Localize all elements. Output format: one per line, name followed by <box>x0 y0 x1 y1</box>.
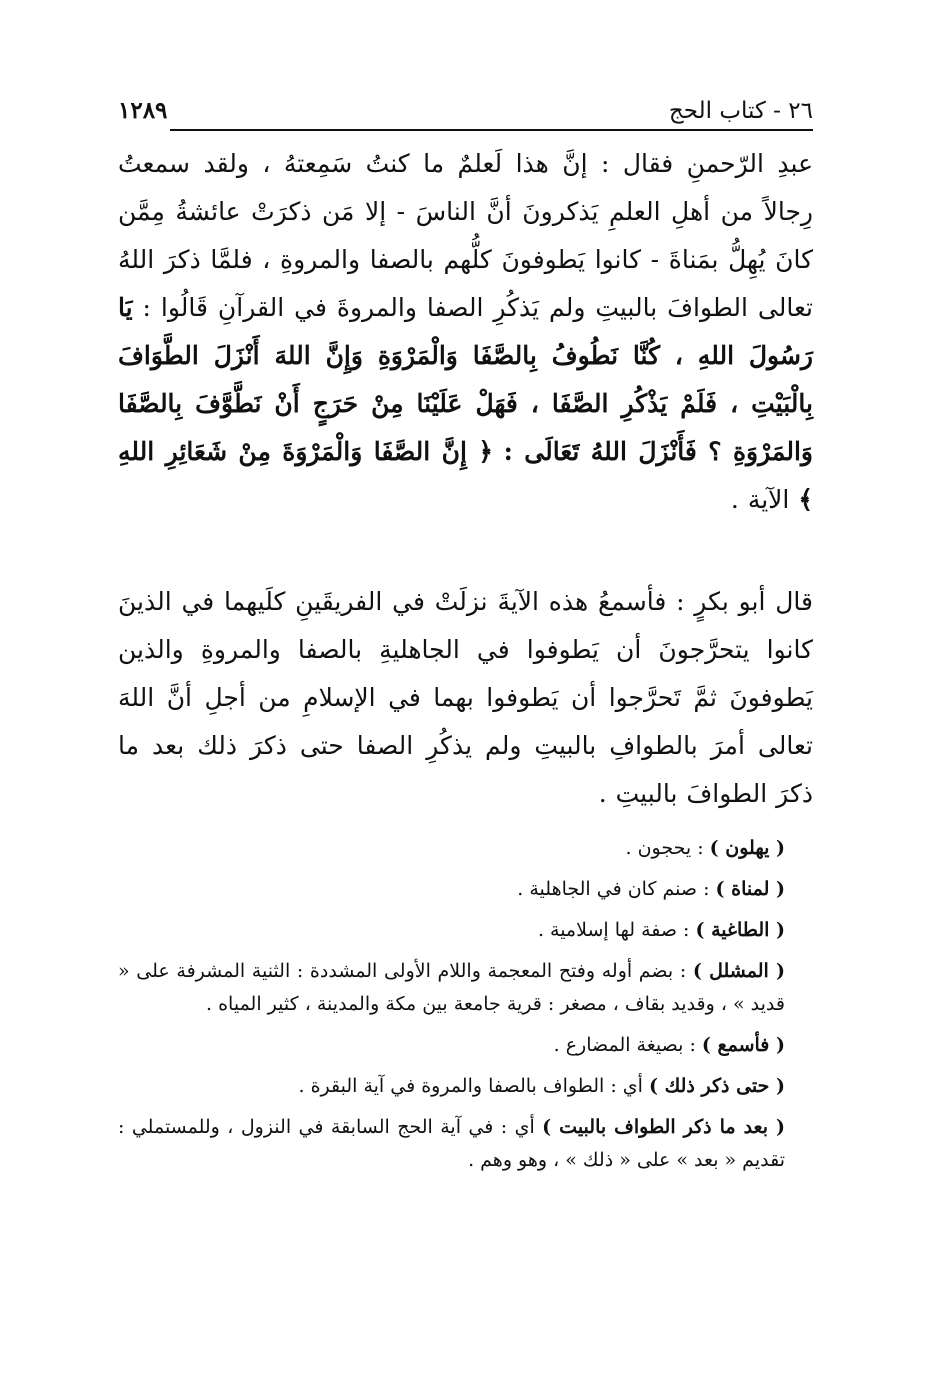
note-text: أي : الطواف بالصفا والمروة في آية البقرة . <box>298 1075 649 1097</box>
note-item <box>118 914 813 947</box>
note-text: : بصيغة المضارع . <box>553 1034 702 1056</box>
note-term: ( فأسمع ) <box>701 1034 785 1056</box>
note-item <box>118 873 813 906</box>
note-text: : صنم كان في الجاهلية . <box>517 878 716 900</box>
note-item <box>118 832 813 865</box>
note-term: ( لمناة ) <box>715 878 785 900</box>
paragraph-1 <box>118 140 813 524</box>
note-term: ( يهلون ) <box>709 837 785 859</box>
note-text: : صفة لها إسلامية . <box>537 919 696 941</box>
paragraph-1-end: الآية . <box>730 485 790 514</box>
note-term: ( الطاغية ) <box>695 919 785 941</box>
note-item <box>118 1070 813 1103</box>
page-number: ١٢٨٩ <box>118 97 168 124</box>
paragraph-1-intro: عبدِ الرّحمنِ فقال : إنَّ هذا لَعلمٌ ما كنتُ سَمِعتهُ ، ولقد سمعتُ رِجالاً من أهلِ العلمِ يَذكرونَ أنَّ الناسَ - إلا مَن ذكرَتْ عائشةُ مِمَّن كانَ يُهِلُّ بمَناةَ - كانوا يَطوفونَ كلُّهم بالصفا والمروةِ ، فلمَّا ذكرَ اللهُ تعالى الطوافَ بالبيتِ ولم يَذكُرِ الصفا والمروةَ في القرآنِ قَالُوا : <box>118 149 813 322</box>
note-text: أي : في آية الحج السابقة في النزول ، وللمستملي : تقديم « بعد » على « ذلك » ، وهو وهم . <box>118 1116 785 1171</box>
note-text: : يحجون . <box>625 837 710 859</box>
header-rule <box>170 129 813 131</box>
main-text-block-1 <box>118 140 813 524</box>
quran-verse: ﴿ إِنَّ الصَّفَا وَالْمَرْوَةَ مِنْ شَعَائِرِ اللهِ ﴾ <box>118 437 813 514</box>
note-item <box>118 955 813 1021</box>
note-term: ( حتى ذكر ذلك ) <box>648 1075 785 1097</box>
footnotes <box>118 832 813 1185</box>
main-text-block-2 <box>118 578 813 818</box>
note-item <box>118 1111 813 1177</box>
note-term: ( بعد ما ذكر الطواف بالبيت ) <box>542 1116 785 1138</box>
note-text: : بضم أوله وفتح المعجمة واللام الأولى المشددة : الثنية المشرفة على « قديد » ، وقديد بقاف ، مصغر : قرية جامعة بين مكة والمدينة ، كثير المياه . <box>118 960 785 1015</box>
paragraph-2: قال أبو بكرٍ : فأسمعُ هذه الآيةَ نزلَتْ في الفريقَينِ كلَيهما في الذينَ كانوا يتحرَّجونَ أن يَطوفوا في الجاهليةِ بالصفا والمروةِ والذين يَطوفونَ ثمَّ تَحرَّجوا أن يَطوفوا بهما في الإسلامِ من أجلِ أنَّ اللهَ تعالى أمرَ بالطوافِ بالبيتِ ولم يذكُرِ الصفا حتى ذكرَ ذلك بعد ما ذكرَ الطوافَ بالبيتِ . <box>118 587 813 808</box>
note-item <box>118 1029 813 1062</box>
hadith-quote: يَا رَسُولَ اللهِ ، كُنَّا نَطُوفُ بِالصَّفَا وَالْمَرْوَةِ وَإِنَّ اللهَ أَنْزَلَ الطَّوَافَ بِالْبَيْتِ ، فَلَمْ يَذْكُرِ الصَّفَا ، فَهَلْ عَلَيْنَا مِنْ حَرَجٍ أَنْ نَطَّوَّفَ بِالصَّفَا وَالمَرْوَةِ ؟ فَأَنْزَلَ اللهُ تَعَالَى : <box>118 293 814 466</box>
page-header <box>118 84 813 124</box>
chapter-title: ٢٦ - كتاب الحج <box>668 98 813 124</box>
note-term: ( المشلل ) <box>692 960 786 982</box>
